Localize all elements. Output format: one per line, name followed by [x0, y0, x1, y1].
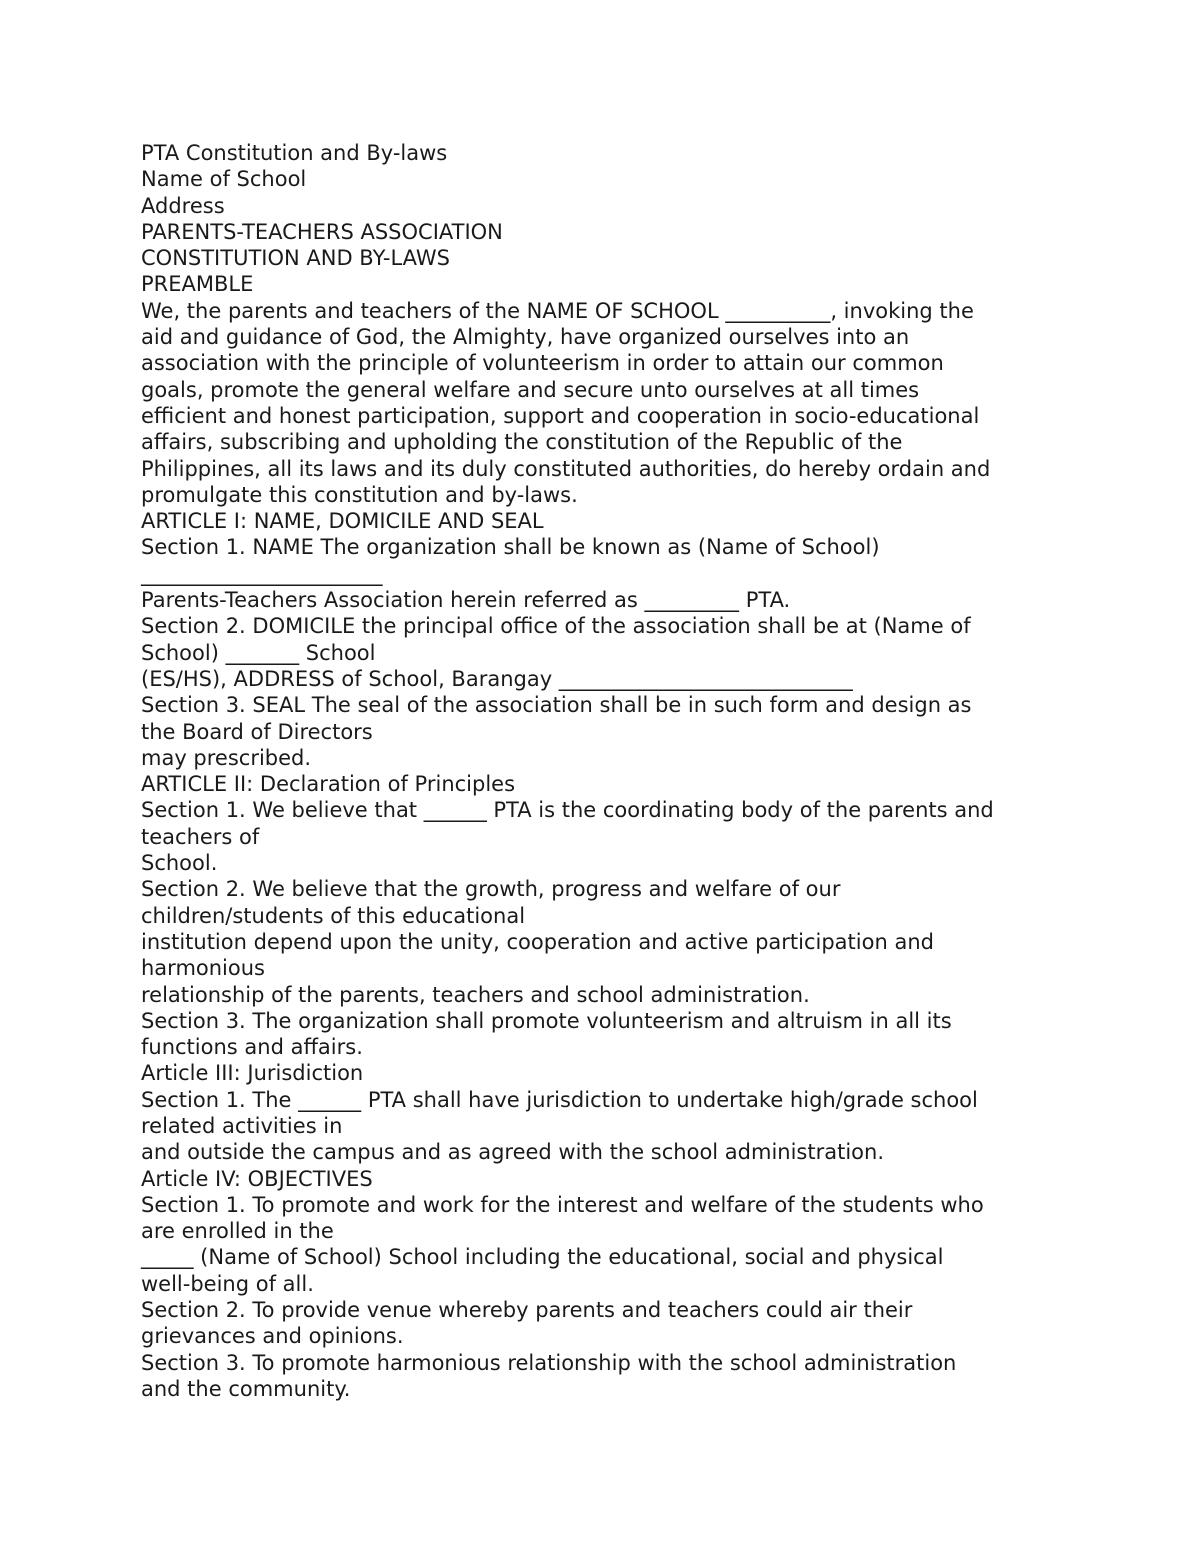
article-4-heading: Article IV: OBJECTIVES	[141, 1166, 373, 1191]
preamble-text-line: aid and guidance of God, the Almighty, have organized ourselves into an	[141, 325, 910, 350]
school-name-line: Name of School	[141, 167, 307, 192]
article-1-text-line: may prescribed.	[141, 745, 312, 770]
document-title: PTA Constitution and By-laws	[141, 141, 448, 165]
preamble-text-line: efficient and honest participation, support and cooperation in socio-educational	[141, 403, 980, 428]
article-2-text-line: relationship of the parents, teachers and school administration.	[141, 982, 810, 1007]
article-2-text-line: harmonious	[141, 956, 265, 981]
article-4-text-line: Section 1. To promote and work for the interest and welfare of the students who	[141, 1192, 984, 1217]
article-1-text-line: Section 1. NAME The organization shall be known as (Name of School)	[141, 535, 880, 560]
preamble-text-line: Philippines, all its laws and its duly constituted authorities, do hereby ordain and	[141, 456, 991, 481]
article-3-heading: Article III: Jurisdiction	[141, 1061, 364, 1086]
article-1-text-line: Section 3. SEAL The seal of the association shall be in such form and design as	[141, 693, 972, 718]
article-1-text-line: Parents-Teachers Association herein referred as _________ PTA.	[141, 588, 791, 613]
preamble-text-line: We, the parents and teachers of the NAME OF SCHOOL __________, invoking the	[141, 298, 974, 323]
article-2-heading: ARTICLE II: Declaration of Principles	[141, 772, 516, 797]
article-1-heading: ARTICLE I: NAME, DOMICILE AND SEAL	[141, 509, 544, 534]
preamble-text-line: promulgate this constitution and by-laws.	[141, 482, 578, 507]
article-4-text-line: and the community.	[141, 1376, 351, 1401]
article-2-text-line: School.	[141, 851, 218, 876]
article-2-text-line: Section 1. We believe that ______ PTA is the coordinating body of the parents and	[141, 798, 994, 823]
preamble-heading: PREAMBLE	[141, 272, 254, 297]
article-1-text-line: School) _______ School	[141, 640, 376, 665]
article-2-text-line: institution depend upon the unity, cooperation and active participation and	[141, 929, 934, 954]
article-1-text-line: _______________________	[141, 561, 383, 586]
article-1-text-line: the Board of Directors	[141, 719, 373, 744]
article-4-text-line: Section 3. To promote harmonious relationship with the school administration	[141, 1350, 957, 1375]
article-4-text-line: well-being of all.	[141, 1271, 314, 1296]
constitution-heading: CONSTITUTION AND BY-LAWS	[141, 246, 450, 271]
preamble-text-line: association with the principle of volunteerism in order to attain our common	[141, 351, 944, 376]
article-3-text-line: Section 1. The ______ PTA shall have jurisdiction to undertake high/grade school	[141, 1087, 978, 1112]
article-2-text-line: functions and affairs.	[141, 1035, 363, 1060]
address-line: Address	[141, 193, 225, 218]
article-2-text-line: teachers of	[141, 824, 260, 849]
article-1-text-line: Section 2. DOMICILE the principal office of the association shall be at (Name of	[141, 614, 971, 639]
article-3-text-line: and outside the campus and as agreed with the school administration.	[141, 1140, 885, 1165]
preamble-text-line: goals, promote the general welfare and secure unto ourselves at all times	[141, 377, 920, 402]
article-4-text-line: Section 2. To provide venue whereby parents and teachers could air their	[141, 1298, 913, 1323]
article-4-text-line: grievances and opinions.	[141, 1324, 404, 1349]
article-2-text-line: children/students of this educational	[141, 903, 526, 928]
article-4-text-line: are enrolled in the	[141, 1219, 334, 1244]
preamble-text-line: affairs, subscribing and upholding the constitution of the Republic of the	[141, 430, 903, 455]
association-heading: PARENTS-TEACHERS ASSOCIATION	[141, 219, 503, 244]
article-2-text-line: Section 3. The organization shall promote volunteerism and altruism in all its	[141, 1008, 952, 1033]
article-4-text-line: _____ (Name of School) School including the educational, social and physical	[141, 1245, 944, 1270]
article-1-text-line: (ES/HS), ADDRESS of School, Barangay ____________________________	[141, 666, 853, 691]
document-body	[141, 140, 1066, 1402]
article-3-text-line: related activities in	[141, 1113, 343, 1138]
article-2-text-line: Section 2. We believe that the growth, progress and welfare of our	[141, 877, 841, 902]
